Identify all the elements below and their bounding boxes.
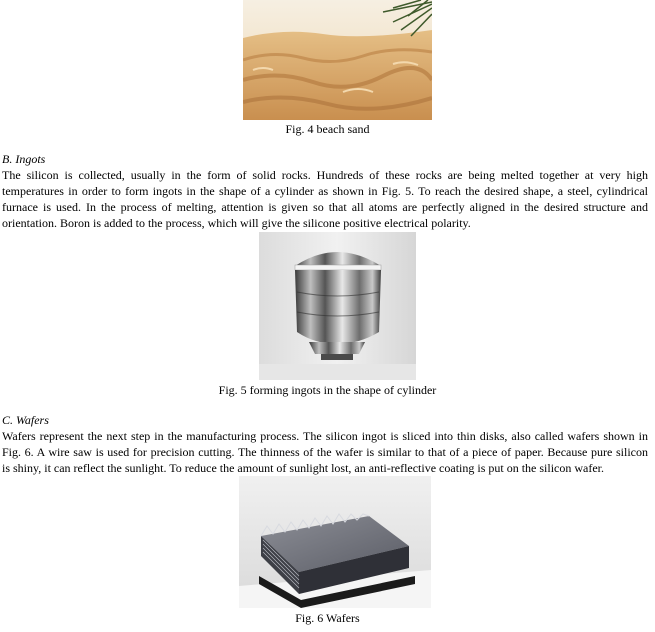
figure-4-caption: Fig. 4 beach sand (285, 122, 370, 136)
section-c-line: is shiny, it can reflect the sunlight. To reduce the amount of sunlight lost, an anti-reflective coating is put on the silicon wafer. (2, 461, 605, 475)
section-b-line: furnace is used. In the process of melting, attention is given so that all atoms are perfectly aligned in the desired structure and (2, 200, 648, 214)
section-b-heading: B. Ingots (2, 152, 46, 166)
section-b-line: orientation. Boron is added to the process, which will give the silicone positive electrical polarity. (2, 216, 471, 230)
section-c-heading: C. Wafers (2, 413, 49, 427)
section-c-line: Wafers represent the next step in the manufacturing process. The silicon ingot is sliced into thin disks, also called wafers shown in (2, 429, 648, 443)
wafers-image (239, 476, 431, 608)
figure-5-caption: Fig. 5 forming ingots in the shape of cylinder (218, 383, 437, 397)
beach-sand-image (243, 0, 432, 120)
section-b-line: temperatures in order to form ingots in the shape of a cylinder as shown in Fig. 5. To reach the desired shape, a steel, cylindrical (2, 184, 648, 198)
section-c-line: Fig. 6. A wire saw is used for precision cutting. The thinness of the wafer is similar to that of a piece of paper. Because pure silicon (2, 445, 648, 459)
section-c-paragraph (2, 428, 648, 476)
section-b-line: The silicon is collected, usually in the form of solid rocks. Hundreds of these rocks are being melted together at very high (2, 168, 648, 182)
section-b-paragraph (2, 167, 648, 231)
figure-6-caption: Fig. 6 Wafers (295, 611, 360, 625)
ingot-furnace-image (259, 232, 416, 380)
